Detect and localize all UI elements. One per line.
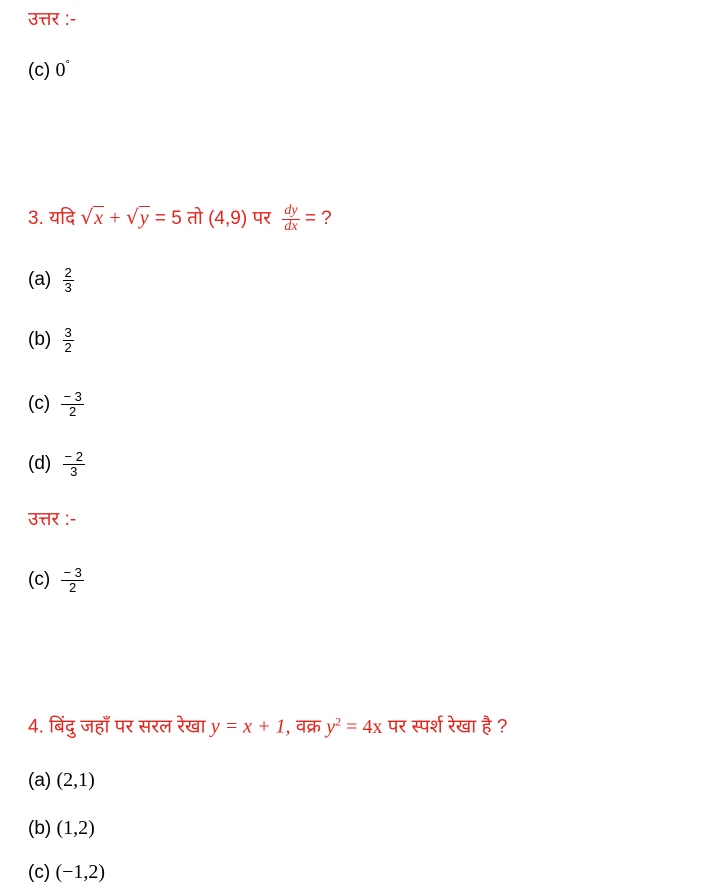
degree-symbol: ° [65, 59, 70, 71]
question-3-mid: = 5 तो (4,9) पर [154, 208, 272, 230]
option-label: (c) [28, 862, 51, 883]
answer-heading-2: उत्तर :- [28, 509, 77, 530]
option-label: (d) [28, 453, 52, 475]
option-3b [28, 326, 74, 354]
question-4-text-1: बिंदु जहाँ पर सरल रेखा [49, 716, 206, 738]
option-4c [28, 862, 105, 882]
option-value: (1,2) [56, 817, 95, 839]
question-4 [28, 715, 507, 737]
answer-heading-1: उत्तर :- [28, 9, 77, 30]
answer-2-label: (c) [28, 569, 51, 591]
question-4-number: 4. [28, 716, 44, 738]
question-4-text-3: पर स्पर्श रेखा है ? [387, 716, 508, 738]
answer-2-fraction: $\frac{- 3}{2}$ [63, 565, 82, 595]
answer-1-label: (c) [28, 60, 51, 81]
dy-dx-fraction: $\frac{dy}{dx}$ [284, 203, 298, 234]
option-label: (a) [28, 770, 52, 791]
option-label: (c) [28, 393, 51, 415]
option-3a [28, 266, 74, 294]
sqrt-y: √y [125, 205, 149, 230]
option-fraction: $\frac{3}{2}$ [64, 325, 72, 355]
answer-1-value: 0 [55, 59, 66, 81]
question-4-text-2: वक्र [295, 716, 321, 738]
option-label: (b) [28, 329, 52, 351]
option-label: (a) [28, 269, 52, 291]
option-fraction: $\frac{2}{3}$ [64, 265, 72, 295]
option-label: (b) [28, 818, 52, 839]
question-3 [28, 204, 332, 234]
question-3-post: = ? [304, 208, 332, 230]
option-value: (2,1) [56, 769, 95, 791]
line-equation: y = x + 1, [210, 715, 291, 738]
option-fraction: $\frac{- 3}{2}$ [63, 389, 82, 419]
option-4a [28, 770, 95, 790]
answer-2 [28, 566, 84, 594]
option-4b [28, 818, 95, 838]
option-3d [28, 450, 85, 478]
option-fraction: $\frac{- 2}{3}$ [64, 449, 83, 479]
answer-1 [28, 60, 70, 80]
plus-sign: + [109, 207, 121, 230]
sqrt-x: √x [80, 205, 104, 230]
option-3c [28, 390, 84, 418]
option-value: (−1,2) [55, 861, 106, 883]
question-3-pre: यदि [49, 208, 76, 230]
curve-equation: $y^2 = 4x$ [326, 714, 383, 738]
question-3-number: 3. [28, 208, 44, 230]
